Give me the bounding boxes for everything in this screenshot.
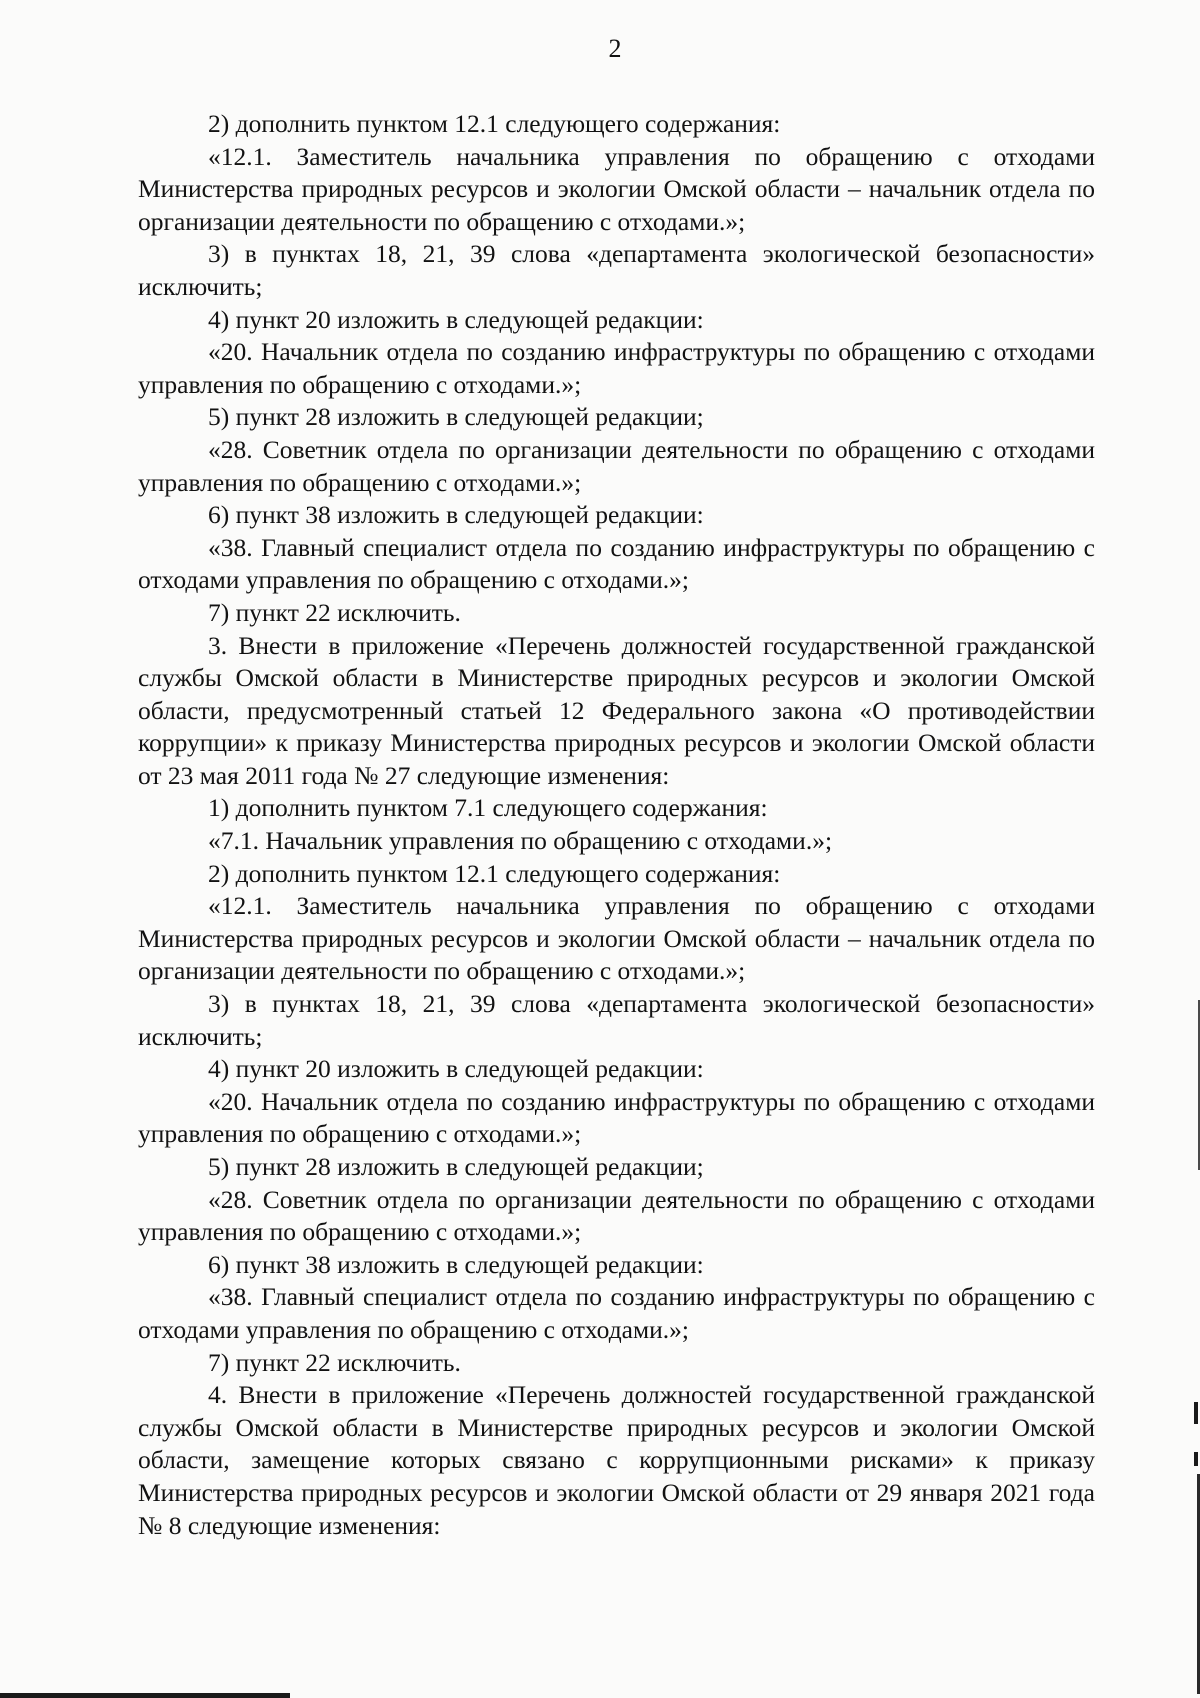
scan-mark-artifact [1194, 1452, 1198, 1466]
paragraph: 1) дополнить пунктом 7.1 следующего содержания: [208, 793, 768, 823]
paragraph: 5) пункт 28 изложить в следующей редакции; [208, 1152, 704, 1181]
document-body [138, 108, 1095, 1542]
paragraph: «38. Главный специалист отдела по созданию инфраструктуры по обращению с отходами управления по обращению с отходами.»; [138, 1282, 1095, 1344]
paragraph: 6) пункт 38 изложить в следующей редакции: [208, 1249, 704, 1279]
scan-border-artifact [0, 1693, 290, 1698]
paragraph: «12.1. Заместитель начальника управления по обращению с отходами Министерства природных ресурсов и экологии Омской области – начальник отдела по организации деятельности по обращению с отходами.»; [138, 141, 1095, 236]
paragraph: 7) пункт 22 исключить. [208, 1347, 461, 1377]
scan-mark-artifact [1194, 1402, 1198, 1424]
paragraph: 4) пункт 20 изложить в следующей редакции: [208, 304, 704, 334]
page-number: 2 [608, 34, 622, 63]
paragraph: 4) пункт 20 изложить в следующей редакции: [208, 1054, 704, 1084]
paragraph: «7.1. Начальник управления по обращению с отходами.»; [208, 826, 833, 856]
paragraph: 6) пункт 38 изложить в следующей редакции: [208, 500, 704, 530]
paragraph: «12.1. Заместитель начальника управления по обращению с отходами Министерства природных ресурсов и экологии Омской области – начальник отдела по организации деятельности по обращению с отходами.»; [138, 891, 1095, 986]
paragraph: 2) дополнить пунктом 12.1 следующего содержания: [208, 858, 781, 888]
paragraph: 4. Внести в приложение «Перечень должностей государственной гражданской службы Омской области в Министерстве природных ресурсов и экологии Омской области, замещение которых связано с коррупционными рисками» к приказу Министерства природных ресурсов и экологии Омской области от 29 января 2021 года № 8 следующие изменения: [138, 1380, 1095, 1540]
paragraph: 7) пункт 22 исключить. [208, 597, 461, 627]
paragraph: «20. Начальник отдела по созданию инфраструктуры по обращению с отходами управления по обращению с отходами.»; [138, 1086, 1095, 1149]
paragraph: «20. Начальник отдела по созданию инфраструктуры по обращению с отходами управления по обращению с отходами.»; [138, 337, 1095, 399]
paragraph: 3) в пунктах 18, 21, 39 слова «департамента экологической безопасности» исключить; [138, 989, 1095, 1051]
paragraph: 3) в пунктах 18, 21, 39 слова «департамента экологической безопасности» исключить; [138, 239, 1095, 301]
paragraph: «28. Советник отдела по организации деятельности по обращению с отходами управления по обращению с отходами.»; [138, 434, 1095, 497]
paragraph: 3. Внести в приложение «Перечень должностей государственной гражданской службы Омской области в Министерстве природных ресурсов и экологии Омской области, предусмотренный статьей 12 Федерального закона «О противодействии коррупции» к приказу Министерства природных ресурсов и экологии Омской области от 23 мая 2011 года № 27 следующие изменения: [138, 630, 1095, 790]
paragraph: 5) пункт 28 изложить в следующей редакции; [208, 402, 704, 432]
paragraph: «38. Главный специалист отдела по созданию инфраструктуры по обращению с отходами управления по обращению с отходами.»; [138, 532, 1095, 595]
paragraph: 2) дополнить пунктом 12.1 следующего содержания: [208, 109, 781, 138]
paragraph: «28. Советник отдела по организации деятельности по обращению с отходами управления по обращению с отходами.»; [138, 1184, 1095, 1247]
